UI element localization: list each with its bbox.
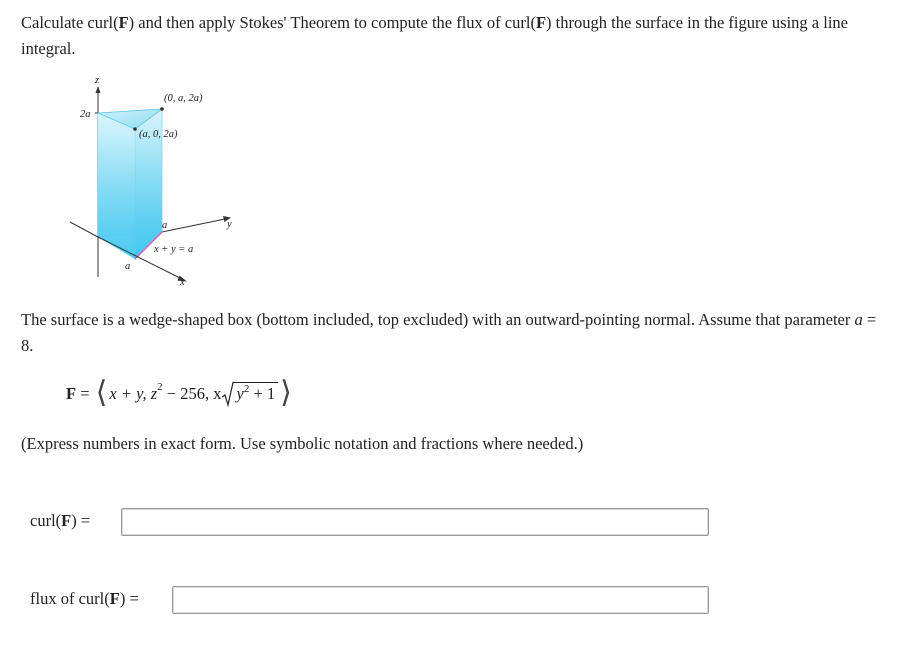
- label-point-2: (a, 0, 2a): [139, 129, 178, 140]
- flux-label-tail: ) =: [119, 589, 139, 608]
- label-line: x + y = a: [154, 244, 194, 255]
- label-x: x: [180, 277, 185, 288]
- curl-label-F: F: [61, 511, 72, 530]
- radicand-exp: 2: [243, 383, 250, 395]
- parameter-value: = 8.: [21, 310, 877, 355]
- label-z: z: [95, 75, 100, 86]
- intro-text-3: ) through the surface in the figure using a line integral.: [21, 13, 848, 58]
- curl-answer-input[interactable]: [121, 508, 709, 536]
- label-2a: 2a: [80, 109, 91, 120]
- formula-component-1: x + y, z: [109, 384, 158, 403]
- flux-label-F: F: [109, 589, 120, 608]
- intro-text-2: ) and then apply Stokes' Theorem to compute the flux of curl(: [128, 13, 536, 32]
- question-intro: [21, 10, 901, 62]
- label-point-1: (0, a, 2a): [164, 93, 203, 104]
- radicand-tail: + 1: [249, 384, 276, 403]
- parameter-var: a: [854, 310, 863, 329]
- intro-text-1: Calculate curl(: [21, 13, 119, 32]
- vector-field-formula: [66, 374, 294, 414]
- surface-text: The surface is a wedge-shaped box (bottom included, top excluded) with an outward-pointing normal. Assume that parameter: [21, 310, 855, 329]
- formula-equals: =: [76, 384, 94, 403]
- curl-label-tail: ) =: [71, 511, 91, 530]
- label-a-y: a: [162, 220, 168, 231]
- y-axis: [162, 219, 225, 232]
- right-angle-icon: ⟩: [280, 376, 292, 409]
- intro-vector-F-2: F: [535, 13, 547, 32]
- instructions: (Express numbers in exact form. Use symbolic notation and fractions where needed.): [21, 434, 584, 453]
- flux-label: [30, 589, 139, 609]
- left-angle-icon: ⟨: [95, 376, 108, 409]
- surface-description: [21, 307, 891, 359]
- wedge-figure: [60, 72, 250, 292]
- intro-vector-F: F: [118, 13, 129, 32]
- formula-component-2: − 256, x: [162, 384, 222, 403]
- flux-label-text: flux of curl(: [30, 589, 110, 608]
- curl-label-text: curl(: [30, 511, 62, 530]
- point-a-0-2a: [133, 127, 137, 131]
- xz-face: [98, 113, 135, 259]
- formula-F: F: [66, 384, 77, 403]
- flux-answer-input[interactable]: [172, 586, 709, 614]
- label-a-x: a: [125, 261, 131, 272]
- x-axis-back: [70, 222, 98, 237]
- radicand-var: y: [236, 384, 244, 403]
- curl-label: [30, 511, 90, 531]
- z-axis-arrow: [96, 86, 101, 93]
- formula-exp-1: 2: [157, 381, 163, 393]
- sqrt-expression: [221, 381, 278, 407]
- label-y: y: [227, 219, 232, 230]
- point-0-a-2a: [160, 107, 164, 111]
